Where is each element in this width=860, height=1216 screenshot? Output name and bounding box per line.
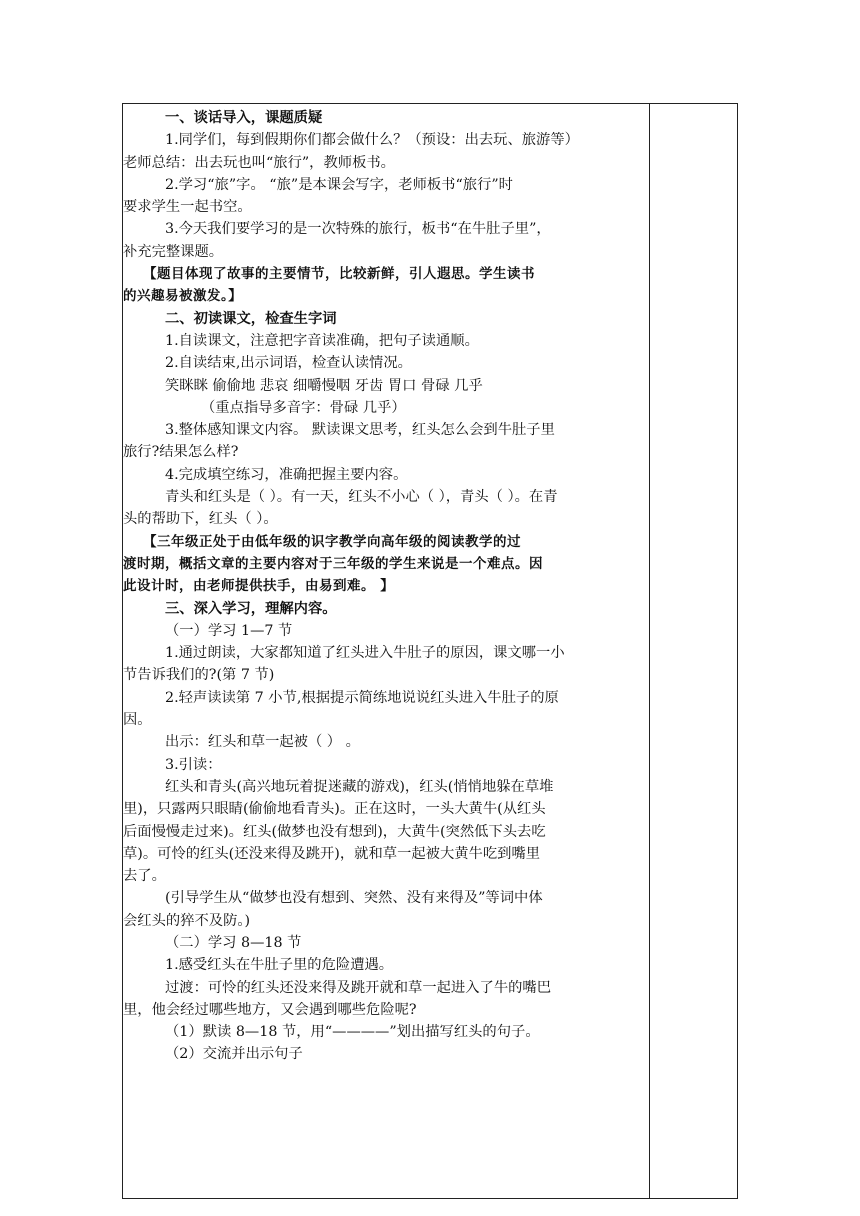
text-line: 3.今天我们要学习的是一次特殊的旅行，板书“在牛肚子里”， bbox=[165, 221, 551, 238]
text-line: 4.完成填空练习，准确把握主要内容。 bbox=[165, 466, 408, 483]
design-note-line: 的兴趣易被激发。】 bbox=[123, 288, 243, 305]
text-line: 1.感受红头在牛肚子里的危险遭遇。 bbox=[165, 957, 394, 974]
text-line: 笑眯眯 偷偷地 悲哀 细嚼慢咽 牙齿 胃口 骨碌 几乎 bbox=[165, 377, 483, 394]
design-note-line: 【三年级正处于由低年级的识字教学向高年级的阅读教学的过 bbox=[143, 533, 521, 550]
text-line: 里，他会经过哪些地方，又会遇到哪些危险呢? bbox=[123, 1001, 417, 1018]
text-line: （重点指导多音字：骨碌 几乎） bbox=[201, 399, 406, 416]
design-note-line: 此设计时，由老师提供扶手，由易到难。 】 bbox=[123, 578, 395, 595]
text-line: 3.引读： bbox=[165, 756, 222, 773]
text-line: 草)。可怜的红头(还没来得及跳开)，就和草一起被大黄牛吃到嘴里 bbox=[123, 845, 541, 862]
text-line: 红头和青头(高兴地玩着捉迷藏的游戏)，红头(悄悄地躲在草堆 bbox=[165, 778, 554, 795]
text-line: 头的帮助下，红头（ ）。 bbox=[123, 511, 278, 528]
text-line: 要求学生一起书空。 bbox=[123, 199, 252, 216]
text-line: 青头和红头是（ ）。有一天，红头不小心（ ），青头（ ）。在青 bbox=[165, 489, 558, 506]
text-line: 2.学习“旅”字。 “旅”是本课会写字，老师板书“旅行”时 bbox=[165, 176, 513, 193]
text-line: 1.通过朗读，大家都知道了红头进入牛肚子的原因，课文哪一小 bbox=[165, 645, 565, 662]
text-line: 去了。 bbox=[123, 868, 166, 885]
text-line: 1.自读课文，注意把字音读准确，把句子读通顺。 bbox=[165, 332, 479, 349]
text-line: 出示：红头和草一起被（ ） 。 bbox=[165, 734, 360, 751]
text-line: 因。 bbox=[123, 712, 152, 729]
text-line: 节告诉我们的?(第 7 节) bbox=[123, 667, 275, 684]
section-heading: 三、深入学习，理解内容。 bbox=[165, 600, 337, 617]
text-line: 里)，只露两只眼睛(偷偷地看青头)。正在这时，一头大黄牛(从红头 bbox=[123, 801, 546, 818]
text-line: 2.轻声读读第 7 小节,根据提示简练地说说红头进入牛肚子的原 bbox=[165, 689, 559, 706]
text-line: 1.同学们，每到假期你们都会做什么？（预设：出去玩、旅游等） bbox=[165, 132, 579, 149]
text-line: (引导学生从“做梦也没有想到、突然、没有来得及”等词中体 bbox=[165, 890, 543, 907]
text-line: 补充完整课题。 bbox=[123, 243, 224, 260]
text-line: （二）学习 8—18 节 bbox=[165, 934, 302, 951]
text-line: 会红头的猝不及防。) bbox=[123, 912, 251, 929]
design-note-line: 【题目体现了故事的主要情节，比较新鲜，引人遐思。学生读书 bbox=[143, 266, 535, 283]
lesson-table bbox=[122, 103, 738, 1199]
lesson-content bbox=[123, 107, 645, 1066]
text-line: （一）学习 1—7 节 bbox=[165, 622, 293, 639]
section-heading: 一、谈话导入，课题质疑 bbox=[165, 110, 323, 126]
text-line: 老师总结：出去玩也叫“旅行”，教师板书。 bbox=[123, 154, 395, 171]
text-line: 2.自读结束,出示词语，检查认读情况。 bbox=[165, 355, 412, 372]
notes-column bbox=[650, 104, 737, 1198]
section-heading: 二、初读课文，检查生字词 bbox=[165, 310, 337, 327]
text-line: 3.整体感知课文内容。 默读课文思考，红头怎么会到牛肚子里 bbox=[165, 422, 555, 439]
design-note-line: 渡时期，概括文章的主要内容对于三年级的学生来说是一个难点。因 bbox=[123, 555, 543, 572]
text-line: 后面慢慢走过来)。红头(做梦也没有想到)，大黄牛(突然低下头去吃 bbox=[123, 823, 546, 840]
text-line: 旅行?结果怎么样? bbox=[123, 444, 239, 461]
text-line: 过渡：可怜的红头还没来得及跳开就和草一起进入了牛的嘴巴 bbox=[165, 979, 552, 996]
text-line: （1）默读 8—18 节，用“————”划出描写红头的句子。 bbox=[165, 1024, 540, 1041]
text-line: （2）交流并出示句子 bbox=[165, 1046, 303, 1063]
